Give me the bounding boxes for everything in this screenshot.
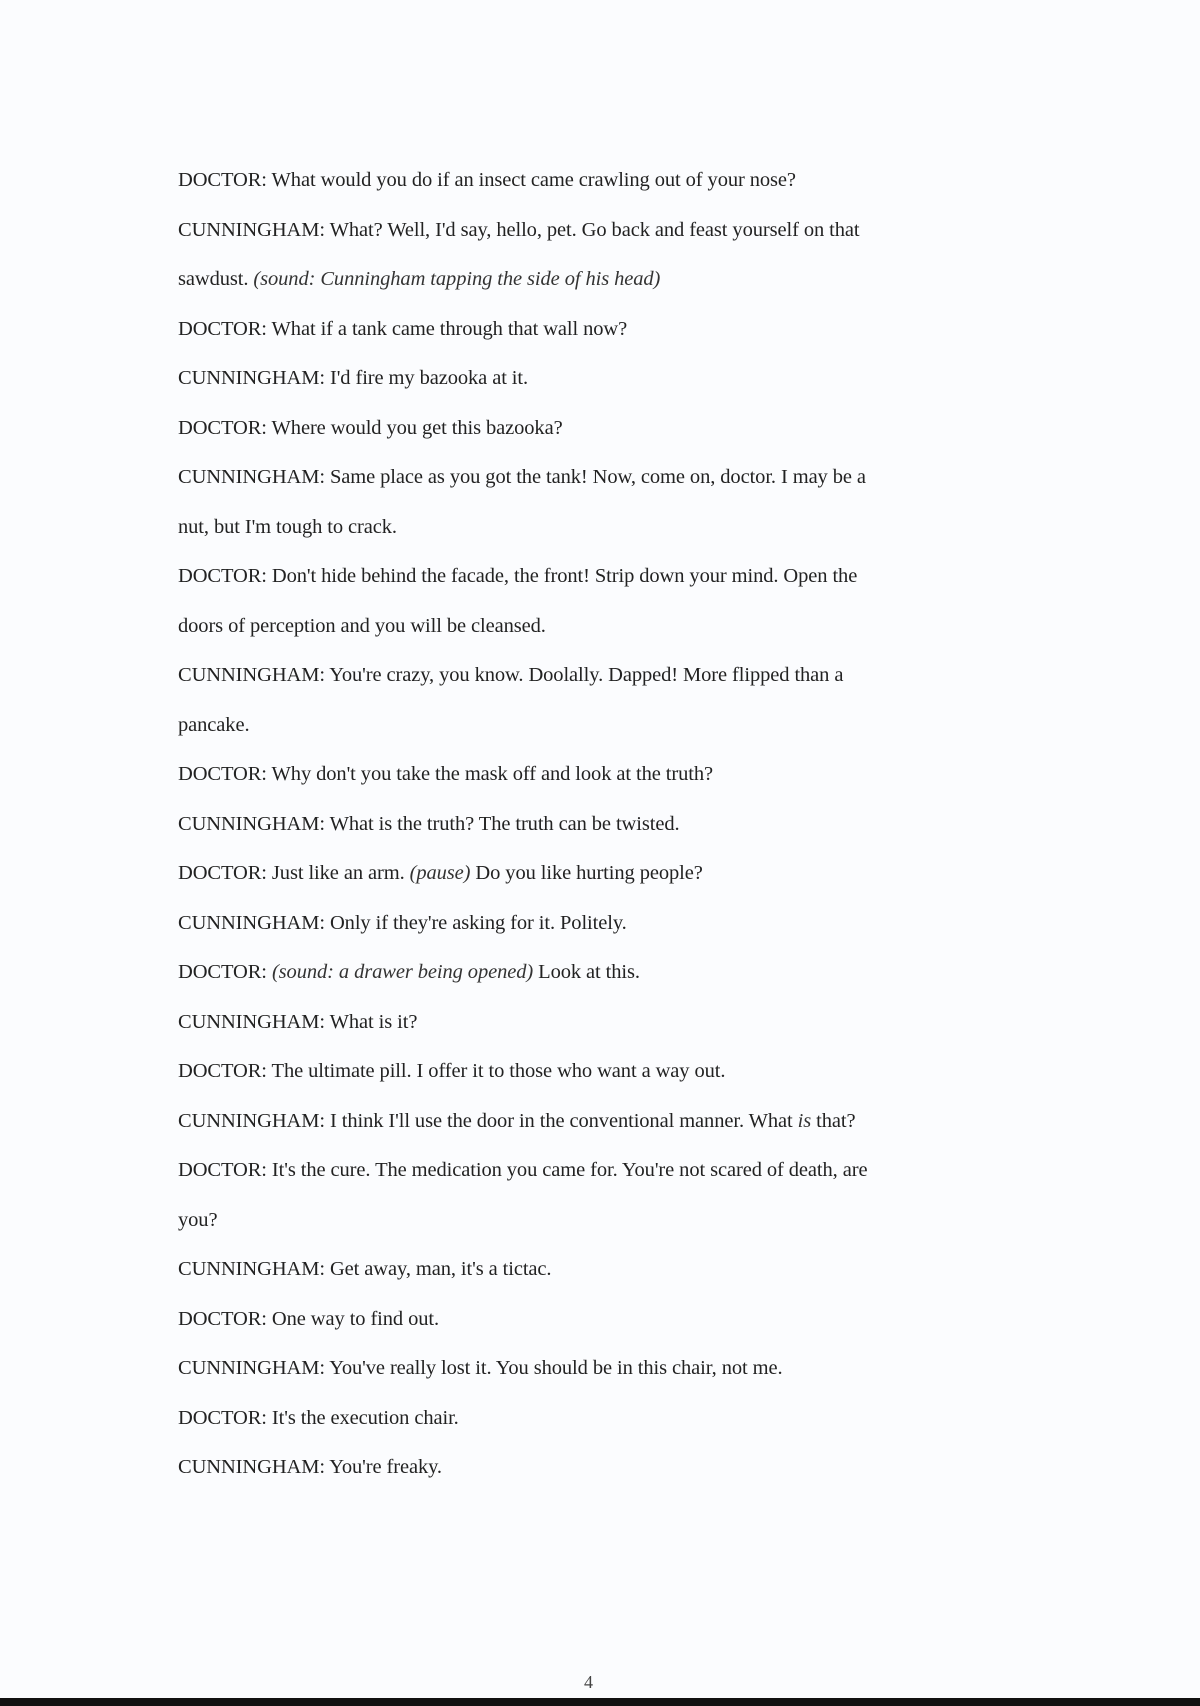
script-line: DOCTOR: It's the execution chair.	[178, 1406, 459, 1429]
stage-direction: (sound: Cunningham tapping the side of his head)	[253, 268, 661, 290]
script-line: CUNNINGHAM: You're crazy, you know. Doolally. Dapped! More flipped than a	[178, 664, 844, 686]
script-line: DOCTOR: Don't hide behind the facade, the front! Strip down your mind. Open the	[178, 565, 858, 587]
scan-bottom-edge	[0, 1698, 1200, 1706]
script-line: DOCTOR: The ultimate pill. I offer it to those who want a way out.	[178, 1060, 726, 1082]
script-line: DOCTOR: (sound: a drawer being opened) Look at this.	[178, 961, 640, 983]
script-line: you?	[178, 1208, 218, 1231]
script-line: DOCTOR: Where would you get this bazooka?	[178, 416, 563, 439]
page-number: 4	[584, 1672, 593, 1692]
script-line: CUNNINGHAM: Only if they're asking for it. Politely.	[178, 911, 627, 934]
script-line: DOCTOR: It's the cure. The medication you came for. You're not scared of death, are	[178, 1159, 868, 1181]
script-line: pancake.	[178, 713, 250, 736]
script-line: CUNNINGHAM: What is it?	[178, 1010, 418, 1033]
script-line: DOCTOR: Why don't you take the mask off and look at the truth?	[178, 763, 713, 785]
script-line: sawdust. (sound: Cunningham tapping the side of his head)	[178, 268, 661, 290]
script-line: CUNNINGHAM: I think I'll use the door in the conventional manner. What is that?	[178, 1109, 856, 1132]
stage-direction: (pause)	[409, 862, 471, 884]
script-line: DOCTOR: What if a tank came through that wall now?	[178, 317, 628, 340]
script-line: doors of perception and you will be cleansed.	[178, 614, 546, 637]
script-line: CUNNINGHAM: What is the truth? The truth can be twisted.	[178, 812, 680, 835]
script-line: CUNNINGHAM: I'd fire my bazooka at it.	[178, 367, 529, 389]
script-line: CUNNINGHAM: Get away, man, it's a tictac.	[178, 1258, 552, 1280]
script-line: DOCTOR: Just like an arm. (pause) Do you like hurting people?	[178, 862, 703, 884]
script-line: CUNNINGHAM: You've really lost it. You should be in this chair, not me.	[178, 1357, 783, 1379]
script-body	[178, 156, 1038, 1493]
script-line: CUNNINGHAM: What? Well, I'd say, hello, pet. Go back and feast yourself on that	[178, 218, 860, 241]
script-line: CUNNINGHAM: You're freaky.	[178, 1456, 442, 1478]
script-line: nut, but I'm tough to crack.	[178, 515, 397, 538]
stage-direction: (sound: a drawer being opened)	[271, 961, 534, 983]
script-line: CUNNINGHAM: Same place as you got the tank! Now, come on, doctor. I may be a	[178, 466, 866, 488]
script-line: DOCTOR: One way to find out.	[178, 1307, 440, 1330]
script-line: DOCTOR: What would you do if an insect came crawling out of your nose?	[178, 169, 796, 191]
emphasis: is	[797, 1109, 812, 1132]
